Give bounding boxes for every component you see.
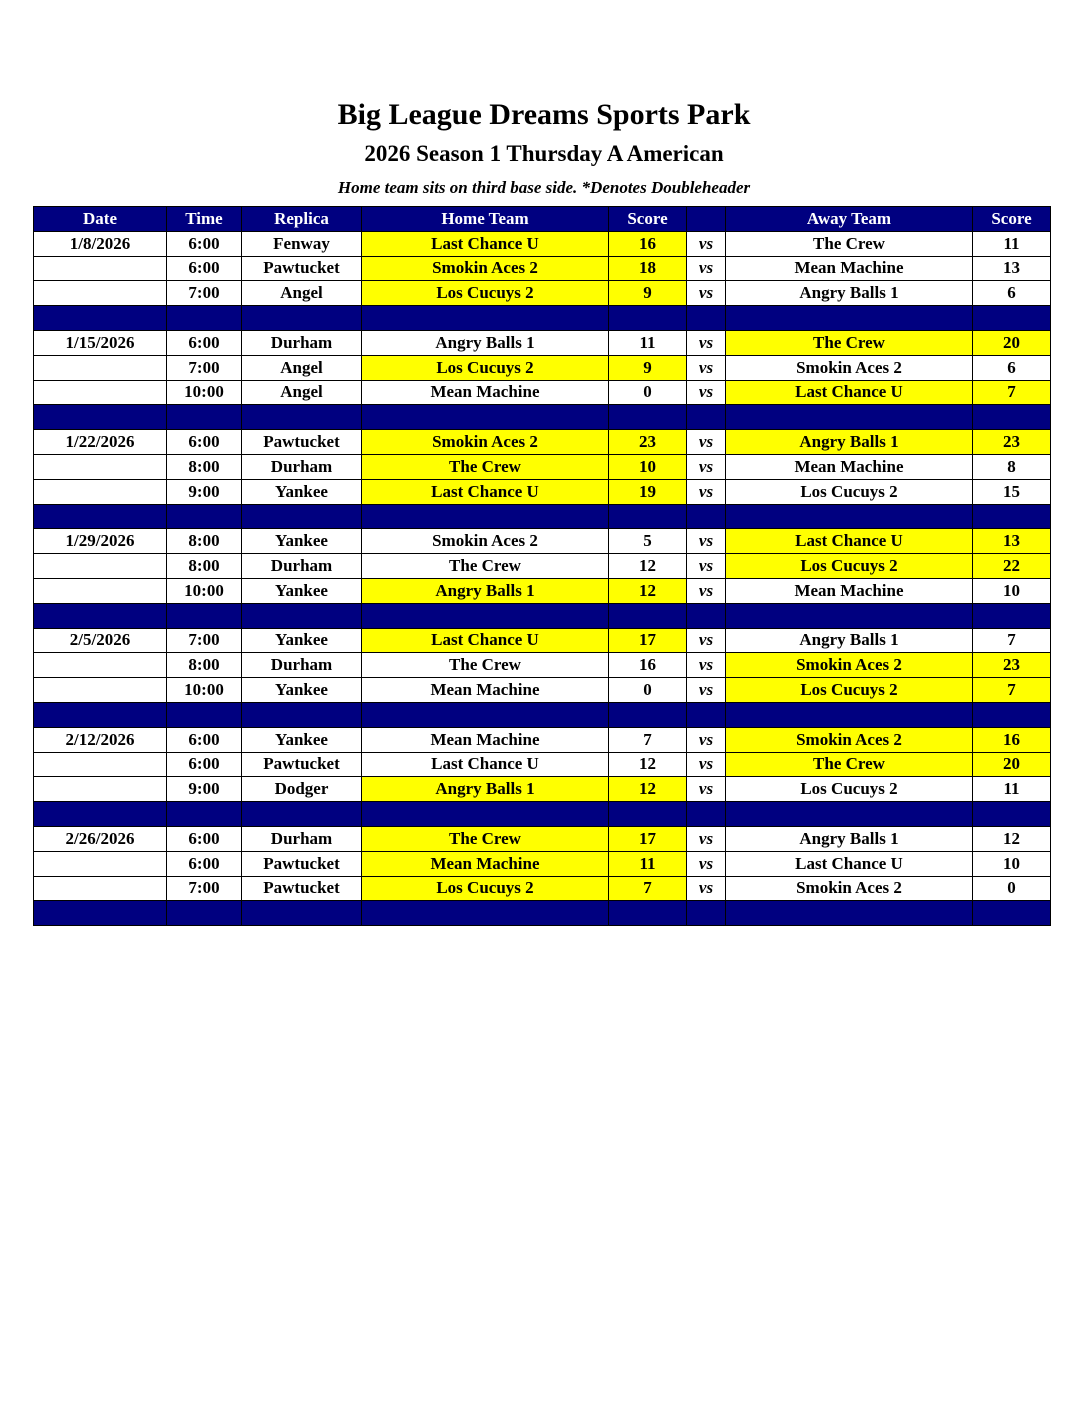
separator-cell (34, 306, 167, 331)
vs-cell: vs (687, 777, 726, 802)
home-score-cell: 0 (609, 678, 687, 703)
away-score-cell: 7 (973, 678, 1051, 703)
time-cell: 6:00 (167, 256, 242, 281)
away-score-cell: 23 (973, 653, 1051, 678)
separator-cell (34, 802, 167, 827)
replica-cell: Pawtucket (242, 851, 362, 876)
away-score-cell: 7 (973, 380, 1051, 405)
time-cell: 8:00 (167, 454, 242, 479)
separator-cell (242, 702, 362, 727)
replica-cell: Pawtucket (242, 430, 362, 455)
game-row (34, 430, 1051, 455)
time-cell: 10:00 (167, 380, 242, 405)
col-header-date: Date (34, 207, 167, 232)
page-subtitle: 2026 Season 1 Thursday A American (364, 141, 724, 166)
game-row (34, 554, 1051, 579)
separator-cell (687, 504, 726, 529)
away-score-cell: 13 (973, 529, 1051, 554)
away-score-cell: 6 (973, 281, 1051, 306)
separator-cell (167, 405, 242, 430)
date-cell (34, 380, 167, 405)
home-score-cell: 7 (609, 727, 687, 752)
away-score-cell: 16 (973, 727, 1051, 752)
vs-cell: vs (687, 529, 726, 554)
page-title: Big League Dreams Sports Park (337, 98, 751, 131)
home-team-cell: Mean Machine (362, 678, 609, 703)
vs-cell: vs (687, 851, 726, 876)
home-score-cell: 17 (609, 826, 687, 851)
home-team-cell: The Crew (362, 554, 609, 579)
time-cell: 8:00 (167, 554, 242, 579)
replica-cell: Pawtucket (242, 256, 362, 281)
home-team-cell: The Crew (362, 653, 609, 678)
date-cell (34, 554, 167, 579)
col-header-home-score: Score (609, 207, 687, 232)
date-cell: 1/22/2026 (34, 430, 167, 455)
date-cell (34, 653, 167, 678)
separator-cell (362, 504, 609, 529)
separator-cell (609, 901, 687, 926)
separator-cell (687, 306, 726, 331)
separator-cell (242, 802, 362, 827)
separator-cell (726, 405, 973, 430)
separator-cell (687, 802, 726, 827)
home-score-cell: 12 (609, 578, 687, 603)
away-score-cell: 12 (973, 826, 1051, 851)
vs-cell: vs (687, 479, 726, 504)
week-separator-row (34, 306, 1051, 331)
separator-cell (973, 405, 1051, 430)
separator-cell (167, 901, 242, 926)
home-team-cell: Los Cucuys 2 (362, 876, 609, 901)
home-score-cell: 19 (609, 479, 687, 504)
home-team-cell: Smokin Aces 2 (362, 529, 609, 554)
separator-cell (609, 802, 687, 827)
date-cell (34, 678, 167, 703)
separator-cell (726, 802, 973, 827)
game-row (34, 876, 1051, 901)
separator-cell (242, 306, 362, 331)
separator-cell (973, 901, 1051, 926)
separator-cell (362, 603, 609, 628)
time-cell: 7:00 (167, 876, 242, 901)
separator-cell (362, 702, 609, 727)
time-cell: 6:00 (167, 826, 242, 851)
vs-cell: vs (687, 454, 726, 479)
replica-cell: Dodger (242, 777, 362, 802)
week-separator-row (34, 901, 1051, 926)
away-team-cell: Mean Machine (726, 454, 973, 479)
home-team-cell: Angry Balls 1 (362, 777, 609, 802)
game-row (34, 529, 1051, 554)
game-row (34, 727, 1051, 752)
week-separator-row (34, 405, 1051, 430)
separator-cell (34, 702, 167, 727)
away-team-cell: Smokin Aces 2 (726, 355, 973, 380)
replica-cell: Yankee (242, 628, 362, 653)
separator-cell (34, 603, 167, 628)
away-team-cell: Angry Balls 1 (726, 430, 973, 455)
home-score-cell: 0 (609, 380, 687, 405)
home-team-cell: Los Cucuys 2 (362, 281, 609, 306)
replica-cell: Yankee (242, 529, 362, 554)
away-team-cell: Angry Balls 1 (726, 281, 973, 306)
separator-cell (609, 702, 687, 727)
time-cell: 9:00 (167, 479, 242, 504)
date-cell (34, 752, 167, 777)
date-cell (34, 578, 167, 603)
away-score-cell: 10 (973, 851, 1051, 876)
vs-cell: vs (687, 355, 726, 380)
separator-cell (687, 901, 726, 926)
home-team-cell: Mean Machine (362, 727, 609, 752)
date-cell (34, 479, 167, 504)
separator-cell (34, 405, 167, 430)
time-cell: 7:00 (167, 628, 242, 653)
away-score-cell: 20 (973, 330, 1051, 355)
home-team-cell: Last Chance U (362, 479, 609, 504)
date-cell (34, 355, 167, 380)
col-header-home-team: Home Team (362, 207, 609, 232)
game-row (34, 281, 1051, 306)
separator-cell (726, 702, 973, 727)
away-team-cell: The Crew (726, 752, 973, 777)
away-score-cell: 8 (973, 454, 1051, 479)
home-score-cell: 9 (609, 281, 687, 306)
vs-cell: vs (687, 876, 726, 901)
vs-cell: vs (687, 653, 726, 678)
time-cell: 9:00 (167, 777, 242, 802)
separator-cell (609, 306, 687, 331)
col-header-replica: Replica (242, 207, 362, 232)
separator-cell (973, 702, 1051, 727)
away-score-cell: 11 (973, 231, 1051, 256)
vs-cell: vs (687, 330, 726, 355)
col-header-time: Time (167, 207, 242, 232)
vs-cell: vs (687, 281, 726, 306)
separator-cell (167, 504, 242, 529)
time-cell: 6:00 (167, 330, 242, 355)
date-cell (34, 851, 167, 876)
time-cell: 10:00 (167, 578, 242, 603)
separator-cell (362, 405, 609, 430)
vs-cell: vs (687, 256, 726, 281)
away-team-cell: Smokin Aces 2 (726, 876, 973, 901)
home-team-cell: Angry Balls 1 (362, 578, 609, 603)
separator-cell (167, 802, 242, 827)
away-score-cell: 6 (973, 355, 1051, 380)
away-score-cell: 0 (973, 876, 1051, 901)
away-score-cell: 10 (973, 578, 1051, 603)
separator-cell (973, 306, 1051, 331)
away-score-cell: 15 (973, 479, 1051, 504)
week-separator-row (34, 603, 1051, 628)
col-header-away-score: Score (973, 207, 1051, 232)
separator-cell (362, 802, 609, 827)
replica-cell: Pawtucket (242, 876, 362, 901)
separator-cell (609, 405, 687, 430)
separator-cell (167, 702, 242, 727)
week-separator-row (34, 802, 1051, 827)
replica-cell: Durham (242, 554, 362, 579)
game-row (34, 231, 1051, 256)
separator-cell (242, 603, 362, 628)
separator-cell (34, 504, 167, 529)
col-header-away-team: Away Team (726, 207, 973, 232)
game-row (34, 826, 1051, 851)
game-row (34, 678, 1051, 703)
replica-cell: Angel (242, 380, 362, 405)
vs-cell: vs (687, 554, 726, 579)
schedule-body (34, 231, 1051, 925)
separator-cell (242, 901, 362, 926)
game-row (34, 752, 1051, 777)
home-team-cell: Last Chance U (362, 752, 609, 777)
replica-cell: Durham (242, 826, 362, 851)
away-score-cell: 7 (973, 628, 1051, 653)
away-team-cell: Mean Machine (726, 578, 973, 603)
game-row (34, 628, 1051, 653)
time-cell: 8:00 (167, 529, 242, 554)
vs-cell: vs (687, 628, 726, 653)
time-cell: 6:00 (167, 727, 242, 752)
date-cell: 2/12/2026 (34, 727, 167, 752)
away-team-cell: Last Chance U (726, 851, 973, 876)
home-score-cell: 16 (609, 653, 687, 678)
home-team-cell: The Crew (362, 826, 609, 851)
date-cell (34, 777, 167, 802)
replica-cell: Yankee (242, 678, 362, 703)
game-row (34, 380, 1051, 405)
time-cell: 7:00 (167, 281, 242, 306)
time-cell: 6:00 (167, 851, 242, 876)
week-separator-row (34, 504, 1051, 529)
col-header-vs (687, 207, 726, 232)
date-cell (34, 281, 167, 306)
date-cell (34, 256, 167, 281)
date-cell (34, 454, 167, 479)
vs-cell: vs (687, 752, 726, 777)
separator-cell (687, 603, 726, 628)
date-cell: 2/26/2026 (34, 826, 167, 851)
separator-cell (726, 306, 973, 331)
week-separator-row (34, 702, 1051, 727)
away-score-cell: 23 (973, 430, 1051, 455)
home-score-cell: 12 (609, 752, 687, 777)
replica-cell: Durham (242, 653, 362, 678)
replica-cell: Durham (242, 330, 362, 355)
replica-cell: Yankee (242, 578, 362, 603)
away-team-cell: Angry Balls 1 (726, 826, 973, 851)
separator-cell (973, 603, 1051, 628)
away-score-cell: 20 (973, 752, 1051, 777)
vs-cell: vs (687, 578, 726, 603)
separator-cell (726, 901, 973, 926)
home-team-cell: Last Chance U (362, 628, 609, 653)
away-team-cell: The Crew (726, 330, 973, 355)
away-team-cell: Los Cucuys 2 (726, 678, 973, 703)
away-team-cell: Mean Machine (726, 256, 973, 281)
away-team-cell: Last Chance U (726, 380, 973, 405)
replica-cell: Pawtucket (242, 752, 362, 777)
home-score-cell: 18 (609, 256, 687, 281)
home-score-cell: 7 (609, 876, 687, 901)
separator-cell (973, 802, 1051, 827)
home-team-cell: The Crew (362, 454, 609, 479)
time-cell: 7:00 (167, 355, 242, 380)
game-row (34, 330, 1051, 355)
home-score-cell: 11 (609, 851, 687, 876)
vs-cell: vs (687, 678, 726, 703)
replica-cell: Yankee (242, 727, 362, 752)
schedule-table (33, 206, 1051, 926)
vs-cell: vs (687, 231, 726, 256)
away-team-cell: Smokin Aces 2 (726, 653, 973, 678)
home-team-cell: Last Chance U (362, 231, 609, 256)
home-score-cell: 12 (609, 554, 687, 579)
game-row (34, 777, 1051, 802)
time-cell: 6:00 (167, 430, 242, 455)
away-score-cell: 11 (973, 777, 1051, 802)
home-score-cell: 9 (609, 355, 687, 380)
separator-cell (362, 306, 609, 331)
time-cell: 8:00 (167, 653, 242, 678)
away-team-cell: Angry Balls 1 (726, 628, 973, 653)
home-score-cell: 23 (609, 430, 687, 455)
game-row (34, 256, 1051, 281)
home-score-cell: 5 (609, 529, 687, 554)
home-score-cell: 12 (609, 777, 687, 802)
separator-cell (167, 603, 242, 628)
date-cell: 2/5/2026 (34, 628, 167, 653)
away-team-cell: Last Chance U (726, 529, 973, 554)
away-team-cell: Los Cucuys 2 (726, 554, 973, 579)
home-score-cell: 10 (609, 454, 687, 479)
game-row (34, 578, 1051, 603)
separator-cell (687, 702, 726, 727)
separator-cell (726, 603, 973, 628)
away-team-cell: Smokin Aces 2 (726, 727, 973, 752)
away-team-cell: Los Cucuys 2 (726, 479, 973, 504)
separator-cell (34, 901, 167, 926)
date-cell: 1/29/2026 (34, 529, 167, 554)
date-cell: 1/15/2026 (34, 330, 167, 355)
separator-cell (609, 603, 687, 628)
vs-cell: vs (687, 826, 726, 851)
time-cell: 10:00 (167, 678, 242, 703)
vs-cell: vs (687, 380, 726, 405)
game-row (34, 479, 1051, 504)
separator-cell (167, 306, 242, 331)
away-score-cell: 13 (973, 256, 1051, 281)
header-row (34, 207, 1051, 232)
replica-cell: Angel (242, 355, 362, 380)
away-team-cell: The Crew (726, 231, 973, 256)
date-cell (34, 876, 167, 901)
separator-cell (242, 405, 362, 430)
home-team-cell: Angry Balls 1 (362, 330, 609, 355)
separator-cell (687, 405, 726, 430)
home-score-cell: 17 (609, 628, 687, 653)
time-cell: 6:00 (167, 231, 242, 256)
time-cell: 6:00 (167, 752, 242, 777)
date-cell: 1/8/2026 (34, 231, 167, 256)
game-row (34, 653, 1051, 678)
replica-cell: Fenway (242, 231, 362, 256)
separator-cell (362, 901, 609, 926)
separator-cell (726, 504, 973, 529)
separator-cell (242, 504, 362, 529)
game-row (34, 355, 1051, 380)
replica-cell: Angel (242, 281, 362, 306)
home-score-cell: 11 (609, 330, 687, 355)
schedule-note: Home team sits on third base side. *Denotes Doubleheader (337, 178, 751, 197)
vs-cell: vs (687, 430, 726, 455)
game-row (34, 851, 1051, 876)
home-team-cell: Mean Machine (362, 851, 609, 876)
away-score-cell: 22 (973, 554, 1051, 579)
replica-cell: Yankee (242, 479, 362, 504)
separator-cell (609, 504, 687, 529)
home-team-cell: Smokin Aces 2 (362, 430, 609, 455)
vs-cell: vs (687, 727, 726, 752)
separator-cell (973, 504, 1051, 529)
away-team-cell: Los Cucuys 2 (726, 777, 973, 802)
replica-cell: Durham (242, 454, 362, 479)
home-team-cell: Los Cucuys 2 (362, 355, 609, 380)
home-score-cell: 16 (609, 231, 687, 256)
home-team-cell: Mean Machine (362, 380, 609, 405)
home-team-cell: Smokin Aces 2 (362, 256, 609, 281)
game-row (34, 454, 1051, 479)
